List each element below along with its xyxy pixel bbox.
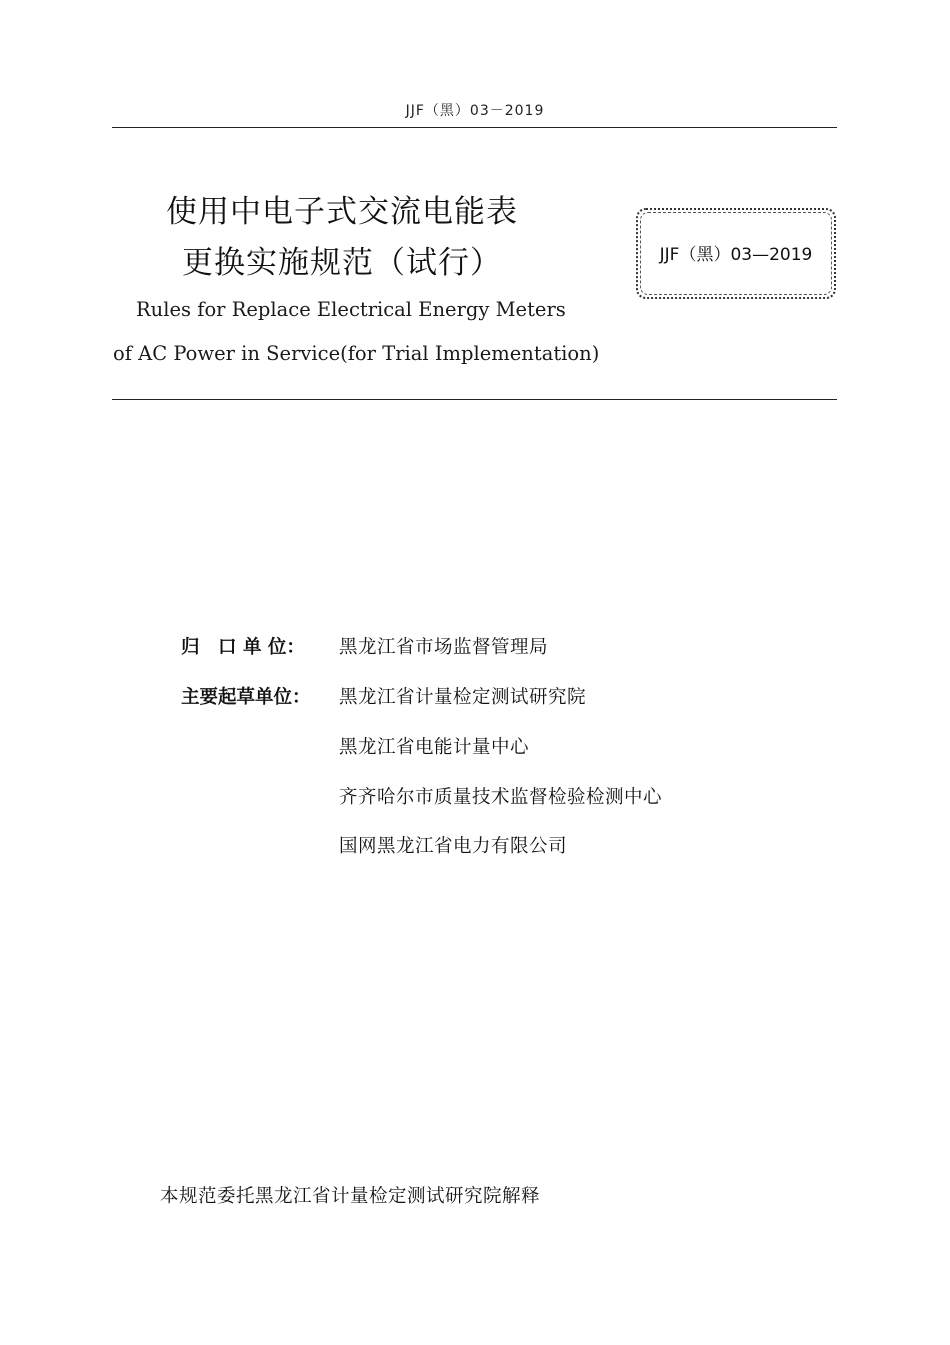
drafting-units-label: 主要起草单位： bbox=[181, 687, 311, 708]
responsible-unit-label: 归 口 单 位： bbox=[181, 637, 305, 658]
drafting-unit-1: 黑龙江省计量检定测试研究院 bbox=[339, 687, 587, 708]
english-title-line-1: Rules for Replace Electrical Energy Meters bbox=[136, 298, 566, 321]
interpretation-note: 本规范委托黑龙江省计量检定测试研究院解释 bbox=[160, 1186, 541, 1207]
english-title-line-2: of AC Power in Service(for Trial Implementation) bbox=[113, 342, 600, 365]
title-divider bbox=[112, 399, 837, 400]
header-divider bbox=[112, 127, 837, 128]
document-title-line-2: 更换实施规范（试行） bbox=[182, 245, 502, 281]
code-box-text: JJF（黑）03—2019 bbox=[659, 245, 813, 265]
drafting-unit-2: 黑龙江省电能计量中心 bbox=[339, 737, 530, 758]
drafting-unit-3: 齐齐哈尔市质量技术监督检验检测中心 bbox=[339, 787, 663, 808]
responsible-unit-value: 黑龙江省市场监督管理局 bbox=[339, 637, 549, 658]
drafting-unit-4: 国网黑龙江省电力有限公司 bbox=[339, 836, 568, 857]
header-standard-code: JJF（黑）03－2019 bbox=[405, 103, 545, 119]
standard-code-box bbox=[636, 208, 836, 299]
document-title-line-1: 使用中电子式交流电能表 bbox=[166, 194, 518, 230]
